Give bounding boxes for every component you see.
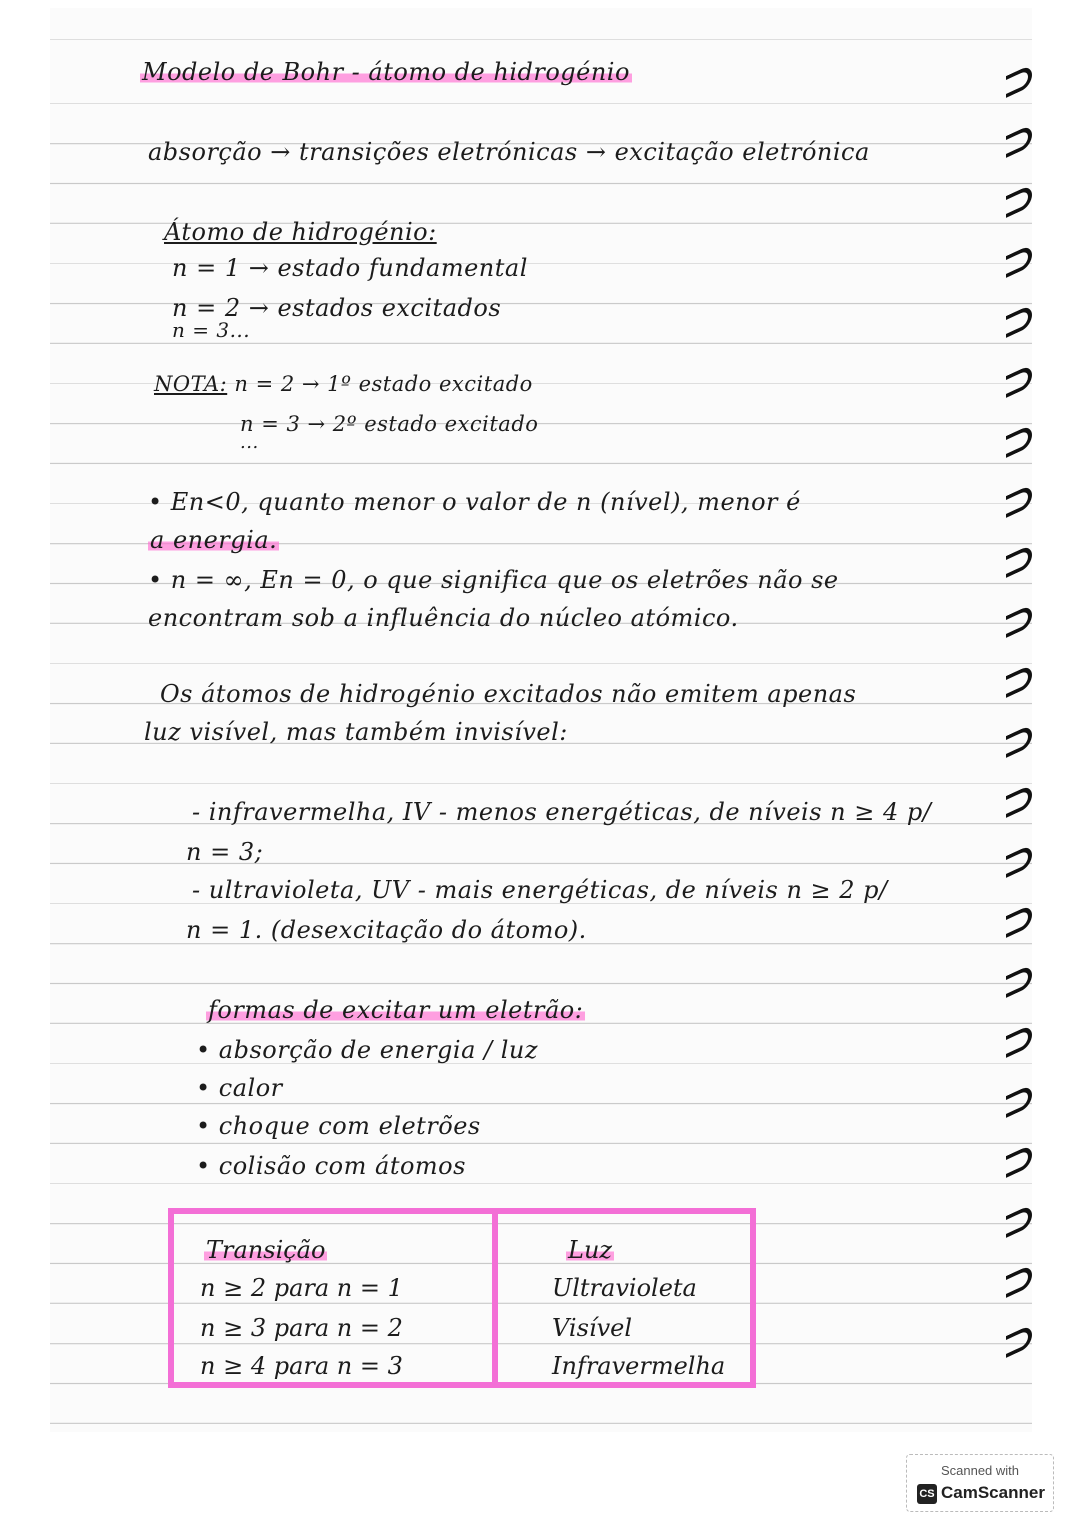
binding-ring bbox=[1006, 424, 1032, 458]
ultraviolet-line-2: n = 1. (desexcitação do átomo). bbox=[186, 916, 587, 944]
camscanner-logo-icon: CS bbox=[917, 1484, 937, 1504]
camscanner-name: CamScanner bbox=[941, 1483, 1045, 1502]
paragraph-line-2: luz visível, mas também invisível: bbox=[144, 718, 568, 746]
binding-ring bbox=[1006, 184, 1032, 218]
table-divider bbox=[492, 1214, 498, 1382]
binding-ring bbox=[1006, 304, 1032, 338]
spiral-binding bbox=[1000, 60, 1034, 1390]
binding-ring bbox=[1006, 64, 1032, 98]
table-row-light: Ultravioleta bbox=[552, 1274, 697, 1302]
binding-ring bbox=[1006, 664, 1032, 698]
hydrogen-atom-heading: Átomo de hidrogénio: bbox=[164, 218, 437, 246]
excitation-method-2: • calor bbox=[196, 1074, 283, 1102]
binding-ring bbox=[1006, 1084, 1032, 1118]
infrared-line-2: n = 3; bbox=[186, 838, 264, 866]
binding-ring bbox=[1006, 1144, 1032, 1178]
excitation-method-4: • colisão com átomos bbox=[196, 1152, 466, 1180]
paragraph-line-1: Os átomos de hidrogénio excitados não emitem apenas bbox=[160, 680, 857, 708]
bullet-energy-line-2: a energia. bbox=[150, 526, 278, 554]
note-line-2: n = 3 → 2º estado excitado bbox=[240, 412, 539, 436]
excitation-methods-heading: formas de excitar um eletrão: bbox=[208, 996, 584, 1024]
bullet-energy-line-1: • En<0, quanto menor o valor de n (nível), menor é bbox=[148, 488, 801, 516]
level-n2: n = 2 → estados excitados bbox=[172, 294, 502, 322]
table-row-transition: n ≥ 4 para n = 3 bbox=[200, 1352, 403, 1380]
excitation-method-1: • absorção de energia / luz bbox=[196, 1036, 539, 1064]
infrared-line-1: - infravermelha, IV - menos energéticas, de níveis n ≥ 4 p/ bbox=[192, 798, 932, 826]
header-luz: Luz bbox=[568, 1236, 613, 1264]
binding-ring bbox=[1006, 244, 1032, 278]
page-title: Modelo de Bohr - átomo de hidrogénio bbox=[142, 58, 630, 86]
binding-ring bbox=[1006, 124, 1032, 158]
header-transicao: Transição bbox=[206, 1236, 326, 1264]
binding-ring bbox=[1006, 1264, 1032, 1298]
bullet-infinity-line-1: • n = ∞, En = 0, o que significa que os eletrões não se bbox=[148, 566, 839, 594]
transition-table bbox=[168, 1208, 756, 1388]
binding-ring bbox=[1006, 844, 1032, 878]
binding-ring bbox=[1006, 484, 1032, 518]
table-row-light: Infravermelha bbox=[552, 1352, 726, 1380]
binding-ring bbox=[1006, 604, 1032, 638]
level-n1: n = 1 → estado fundamental bbox=[172, 254, 528, 282]
binding-ring bbox=[1006, 724, 1032, 758]
level-n3: n = 3... bbox=[172, 318, 251, 342]
table-row-light: Visível bbox=[552, 1314, 633, 1342]
binding-ring bbox=[1006, 364, 1032, 398]
scanned-with-text: Scanned with bbox=[940, 1463, 1020, 1478]
binding-ring bbox=[1006, 904, 1032, 938]
binding-ring bbox=[1006, 544, 1032, 578]
ultraviolet-line-1: - ultravioleta, UV - mais energéticas, de níveis n ≥ 2 p/ bbox=[192, 876, 888, 904]
note-line-3: ... bbox=[240, 432, 259, 453]
binding-ring bbox=[1006, 1324, 1032, 1358]
excitation-method-3: • choque com eletrões bbox=[196, 1112, 481, 1140]
note-line-1: NOTA: n = 2 → 1º estado excitado bbox=[154, 372, 533, 396]
binding-ring bbox=[1006, 784, 1032, 818]
camscanner-badge bbox=[906, 1454, 1054, 1512]
bullet-infinity-line-2: encontram sob a influência do núcleo atómico. bbox=[148, 604, 739, 632]
table-row-transition: n ≥ 2 para n = 1 bbox=[200, 1274, 403, 1302]
binding-ring bbox=[1006, 1204, 1032, 1238]
binding-ring bbox=[1006, 964, 1032, 998]
table-row-transition: n ≥ 3 para n = 2 bbox=[200, 1314, 403, 1342]
binding-ring bbox=[1006, 1024, 1032, 1058]
absorption-line: absorção → transições eletrónicas → excitação eletrónica bbox=[148, 138, 870, 166]
